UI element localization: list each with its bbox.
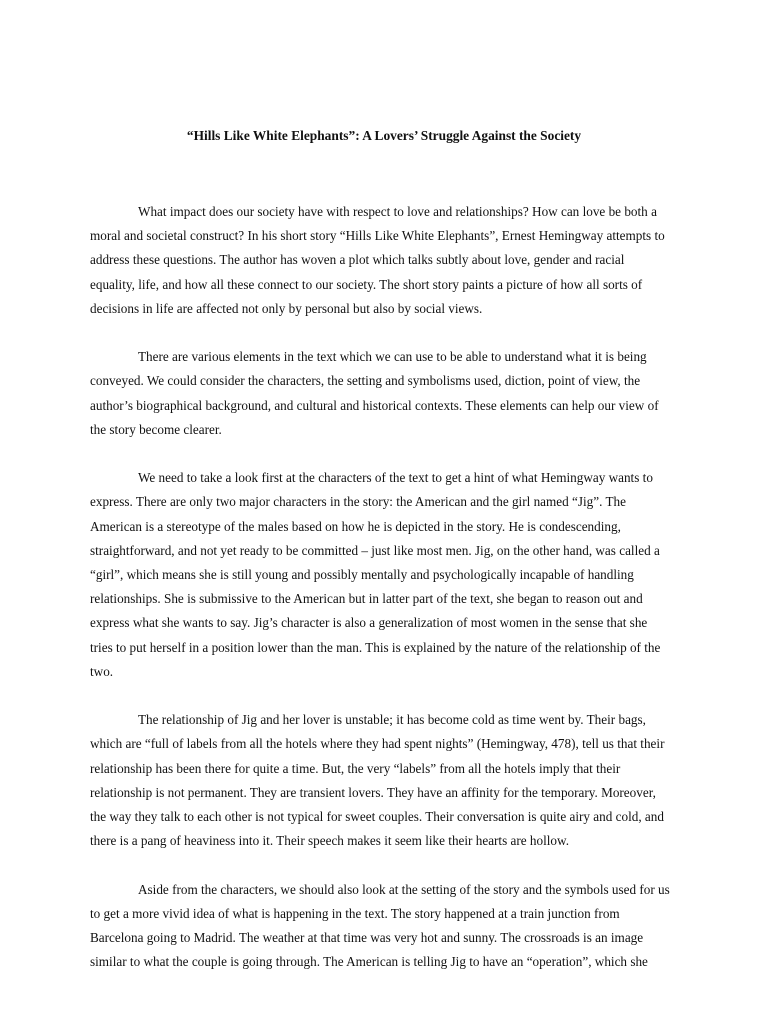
paragraph-4: The relationship of Jig and her lover is unstable; it has become cold as time went by. Their bags, which are “full of labels from all the hotels where they had spent nights” (Hemingway, 478), tell us that their relationship has been there for quite a time. But, the very “labels” from all the hotels imply that their relationship is not permanent. They are transient lovers. They have an affinity for the temporary. Moreover, the way they talk to each other is not typical for sweet couples. Their conversation is quite airy and cold, and there is a pang of heaviness into it. Their speech makes it seem like their hearts are hollow. — [90, 712, 665, 849]
document-body — [90, 200, 670, 999]
paragraph-3: We need to take a look first at the characters of the text to get a hint of what Hemingway wants to express. There are only two major characters in the story: the American and the girl named “Jig”. The American is a stereotype of the males based on how he is depicted in the story. He is condescending, straightforward, and not yet ready to be committed – just like most men. Jig, on the other hand, was called a “girl”, which means she is still young and possibly mentally and psychologically incapable of handling relationships. She is submissive to the American but in latter part of the text, she began to reason out and express what she wants to say. Jig’s character is also a generalization of most women in the sense that she tries to put herself in a position lower than the man. This is explained by the nature of the relationship of the two. — [90, 470, 661, 679]
document-title: “Hills Like White Elephants”: A Lovers’ Struggle Against the Society — [186, 128, 582, 143]
paragraph-5: Aside from the characters, we should also look at the setting of the story and the symbols used for us to get a more vivid idea of what is happening in the text. The story happened at a train junction from Barcelona going to Madrid. The weather at that time was very hot and sunny. The crossroads is an image similar to what the couple is going through. The American is telling Jig to have an “operation”, which she — [90, 881, 670, 970]
paragraph-1: What impact does our society have with respect to love and relationships? How can love be both a moral and societal construct? In his short story “Hills Like White Elephants”, Ernest Hemingway attempts to address these questions. The author has woven a plot which talks subtly about love, gender and racial equality, life, and how all these connect to our society. The short story paints a picture of how all sorts of decisions in life are affected not only by personal but also by social views. — [90, 204, 665, 316]
paragraph-2: There are various elements in the text which we can use to be able to understand what it is being conveyed. We could consider the characters, the setting and symbolisms used, diction, point of view, the author’s biographical background, and cultural and historical contexts. These elements can help our view of the story become clearer. — [90, 349, 659, 437]
